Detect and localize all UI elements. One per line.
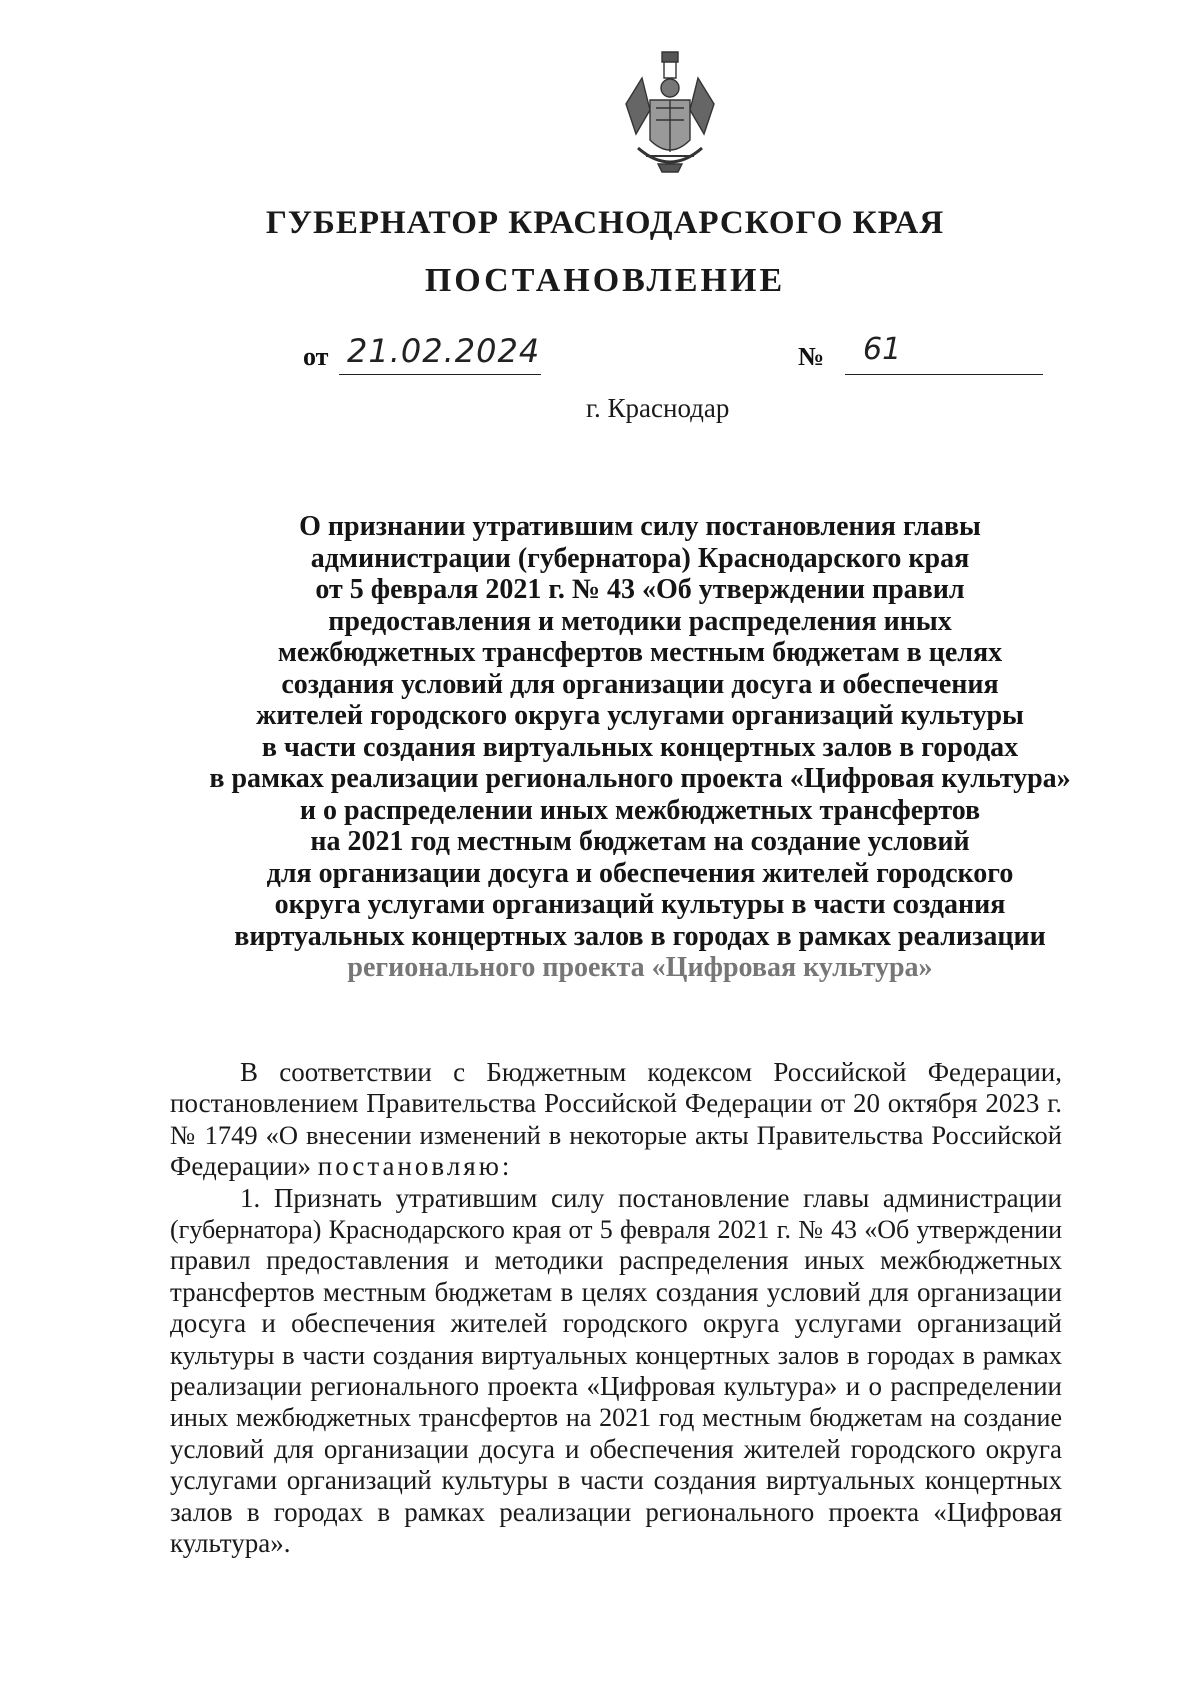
- handwritten-date: 21.02.2024: [347, 332, 541, 370]
- decree-word: постановляю:: [317, 1151, 513, 1182]
- title-line: создания условий для организации досуга и обеспечения: [281, 668, 999, 700]
- title-line: регионального проекта «Цифровая культура»: [347, 952, 933, 983]
- number-underline: [845, 374, 1043, 375]
- item-1-line: (губернатора) Краснодарского края от 5 февраля 2021 г. № 43 «Об утверждении: [170, 1215, 1062, 1245]
- preamble-paragraph: [170, 1057, 1062, 1183]
- title-line: от 5 февраля 2021 г. № 43 «Об утверждении правил: [315, 574, 965, 605]
- document-type: ПОСТАНОВЛЕНИЕ: [424, 262, 786, 299]
- title-line: администрации (губернатора) Краснодарского края: [310, 542, 970, 574]
- item-1-line: 1. Признать утратившим силу постановление главы администрации: [240, 1182, 1062, 1213]
- title-line: виртуальных концертных залов в городах в рамках реализации: [234, 920, 1046, 952]
- preamble-last-line: [170, 1151, 1062, 1182]
- krasnodar-coat-of-arms-emblem: [620, 48, 720, 178]
- date-label: от: [303, 342, 329, 371]
- item-1-line: правил предоставления и методики распределения иных межбюджетных: [170, 1245, 1062, 1276]
- title-line: для организации досуга и обеспечения жителей городского: [266, 857, 1014, 889]
- handwritten-number: 61: [863, 332, 902, 367]
- date-underline: [339, 374, 541, 375]
- item-1-line: реализации регионального проекта «Цифровая культура» и о распределении: [170, 1371, 1062, 1402]
- title-line: на 2021 год местным бюджетам на создание условий: [310, 826, 970, 857]
- item-1-line: досуга и обеспечения жителей городского округа услугами организаций: [170, 1308, 1062, 1339]
- document-body: [170, 1057, 1062, 1560]
- title-line: жителей городского округа услугами организаций культуры: [256, 700, 1024, 731]
- title-line: и о распределении иных межбюджетных трансфертов: [299, 794, 981, 826]
- preamble-line: постановлением Правительства Российской Федерации от 20 октября 2023 г.: [170, 1088, 1062, 1119]
- item-1-paragraph: [170, 1183, 1062, 1560]
- title-line: предоставления и методики распределения иных: [328, 605, 952, 637]
- preamble-line: В соответствии с Бюджетным кодексом Российской Федерации,: [240, 1057, 1062, 1087]
- item-1-line: культуры в части создания виртуальных концертных залов в городах в рамках: [170, 1339, 1062, 1370]
- number-label: №: [798, 342, 825, 371]
- item-1-line: иных межбюджетных трансфертов на 2021 год местным бюджетам на создание: [170, 1403, 1062, 1433]
- item-1-last-line: культура».: [170, 1528, 291, 1559]
- title-line: в части создания виртуальных концертных залов в городах: [261, 731, 1019, 763]
- document-title: [180, 511, 1100, 984]
- title-line: О признании утратившим силу постановления главы: [299, 511, 981, 542]
- item-1-line: условий для организации досуга и обеспечения жителей городского округа: [170, 1433, 1062, 1464]
- item-1-line: услугами организаций культуры в части создания виртуальных концертных: [170, 1465, 1062, 1496]
- title-line: межбюджетных трансфертов местным бюджетам в целях: [277, 637, 1003, 668]
- issuing-authority: ГУБЕРНАТОР КРАСНОДАРСКОГО КРАЯ: [265, 205, 945, 241]
- date-number-row: [303, 334, 1043, 378]
- city-line: г. Краснодар: [586, 393, 730, 423]
- title-line: округа услугами организаций культуры в части создания: [274, 889, 1006, 920]
- preamble-line: № 1749 «О внесении изменений в некоторые акты Правительства Российской: [170, 1119, 1062, 1150]
- item-1-line: трансфертов местным бюджетам в целях создания условий для организации: [170, 1276, 1062, 1307]
- title-line: в рамках реализации регионального проекта «Цифровая культура»: [209, 763, 1071, 794]
- item-1-line: залов в городах в рамках реализации регионального проекта «Цифровая: [170, 1496, 1062, 1527]
- preamble-line-start: Федерации»: [170, 1151, 312, 1182]
